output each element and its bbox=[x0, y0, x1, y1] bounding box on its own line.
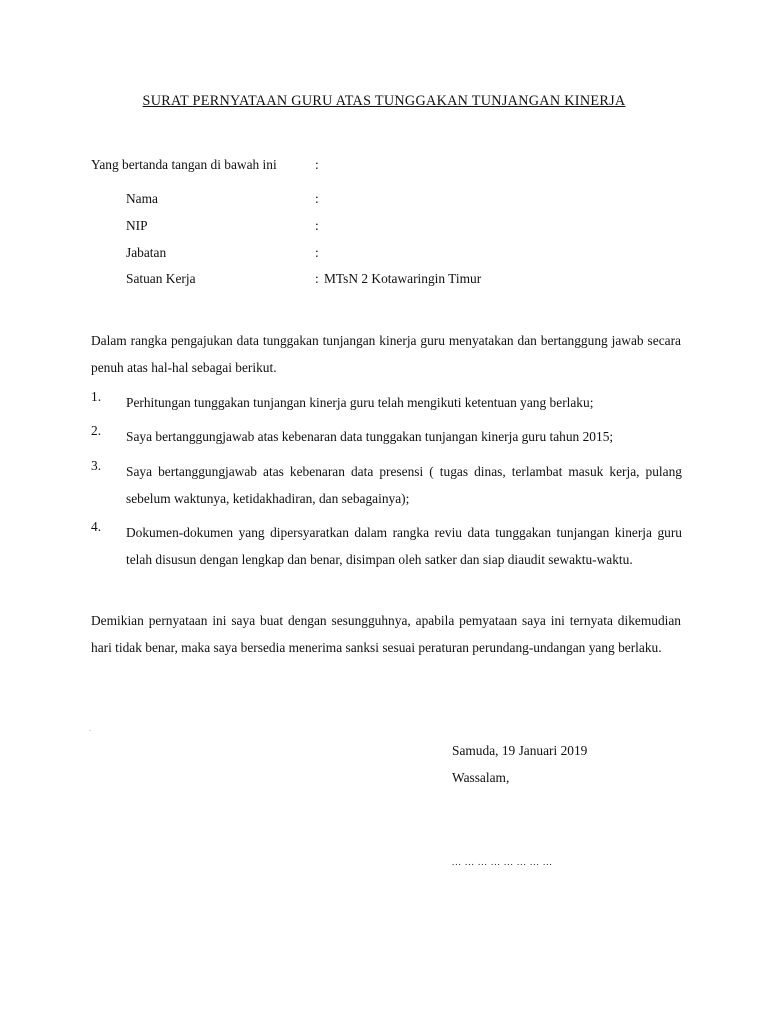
field-label: NIP bbox=[126, 218, 148, 233]
list-item-text: Saya bertanggungjawab atas kebenaran data presensi ( tugas dinas, terlambat masuk kerja, pulang sebelum waktunya, ketidakhadiran, dan sebagainya); bbox=[126, 464, 682, 506]
intro-colon: : bbox=[315, 157, 319, 172]
field-label: Jabatan bbox=[126, 245, 167, 260]
list-item-number: 1. bbox=[91, 389, 102, 404]
place-date: Samuda, 19 Januari 2019 bbox=[452, 743, 588, 758]
stray-mark: . bbox=[89, 724, 91, 733]
list-item-number: 2. bbox=[91, 423, 102, 438]
field-colon: : bbox=[315, 245, 319, 260]
document-title: SURAT PERNYATAAN GURU ATAS TUNGGAKAN TUNJANGAN KINERJA bbox=[142, 93, 626, 109]
list-item-text: Perhitungan tunggakan tunjangan kinerja guru telah mengikuti ketentuan yang berlaku; bbox=[126, 395, 594, 410]
list-item-text: Dokumen-dokumen yang dipersyaratkan dalam rangka reviu data tunggakan tunjangan kinerja guru telah disusun dengan lengkap dan benar, disimpan oleh satker dan siap diaudit sewaktu-waktu. bbox=[126, 525, 682, 567]
field-colon: : bbox=[315, 271, 319, 286]
signature-name-placeholder: ... ... ... ... ... ... ... ... bbox=[452, 857, 553, 867]
field-colon: : bbox=[315, 191, 319, 206]
opening-paragraph: Dalam rangka pengajukan data tunggakan tunjangan kinerja guru menyatakan dan bertanggung jawab secara penuh atas hal-hal sebagai berikut. bbox=[91, 333, 681, 375]
intro-text: Yang bertanda tangan di bawah ini bbox=[91, 157, 277, 172]
closing-paragraph: Demikian pernyataan ini saya buat dengan sesungguhnya, apabila pemyataan saya ini ternyata dikemudian hari tidak benar, maka saya bersedia menerima sanksi sesuai peraturan perundang-undangan yang berlaku. bbox=[91, 613, 681, 655]
list-item-text: Saya bertanggungjawab atas kebenaran data tunggakan tunjangan kinerja guru tahun 2015; bbox=[126, 429, 614, 444]
list-item-number: 4. bbox=[91, 519, 102, 534]
field-value: MTsN 2 Kotawaringin Timur bbox=[324, 271, 482, 286]
list-item-number: 3. bbox=[91, 458, 102, 473]
field-colon: : bbox=[315, 218, 319, 233]
field-label: Satuan Kerja bbox=[126, 271, 196, 286]
salutation: Wassalam, bbox=[452, 770, 510, 785]
field-label: Nama bbox=[126, 191, 158, 206]
